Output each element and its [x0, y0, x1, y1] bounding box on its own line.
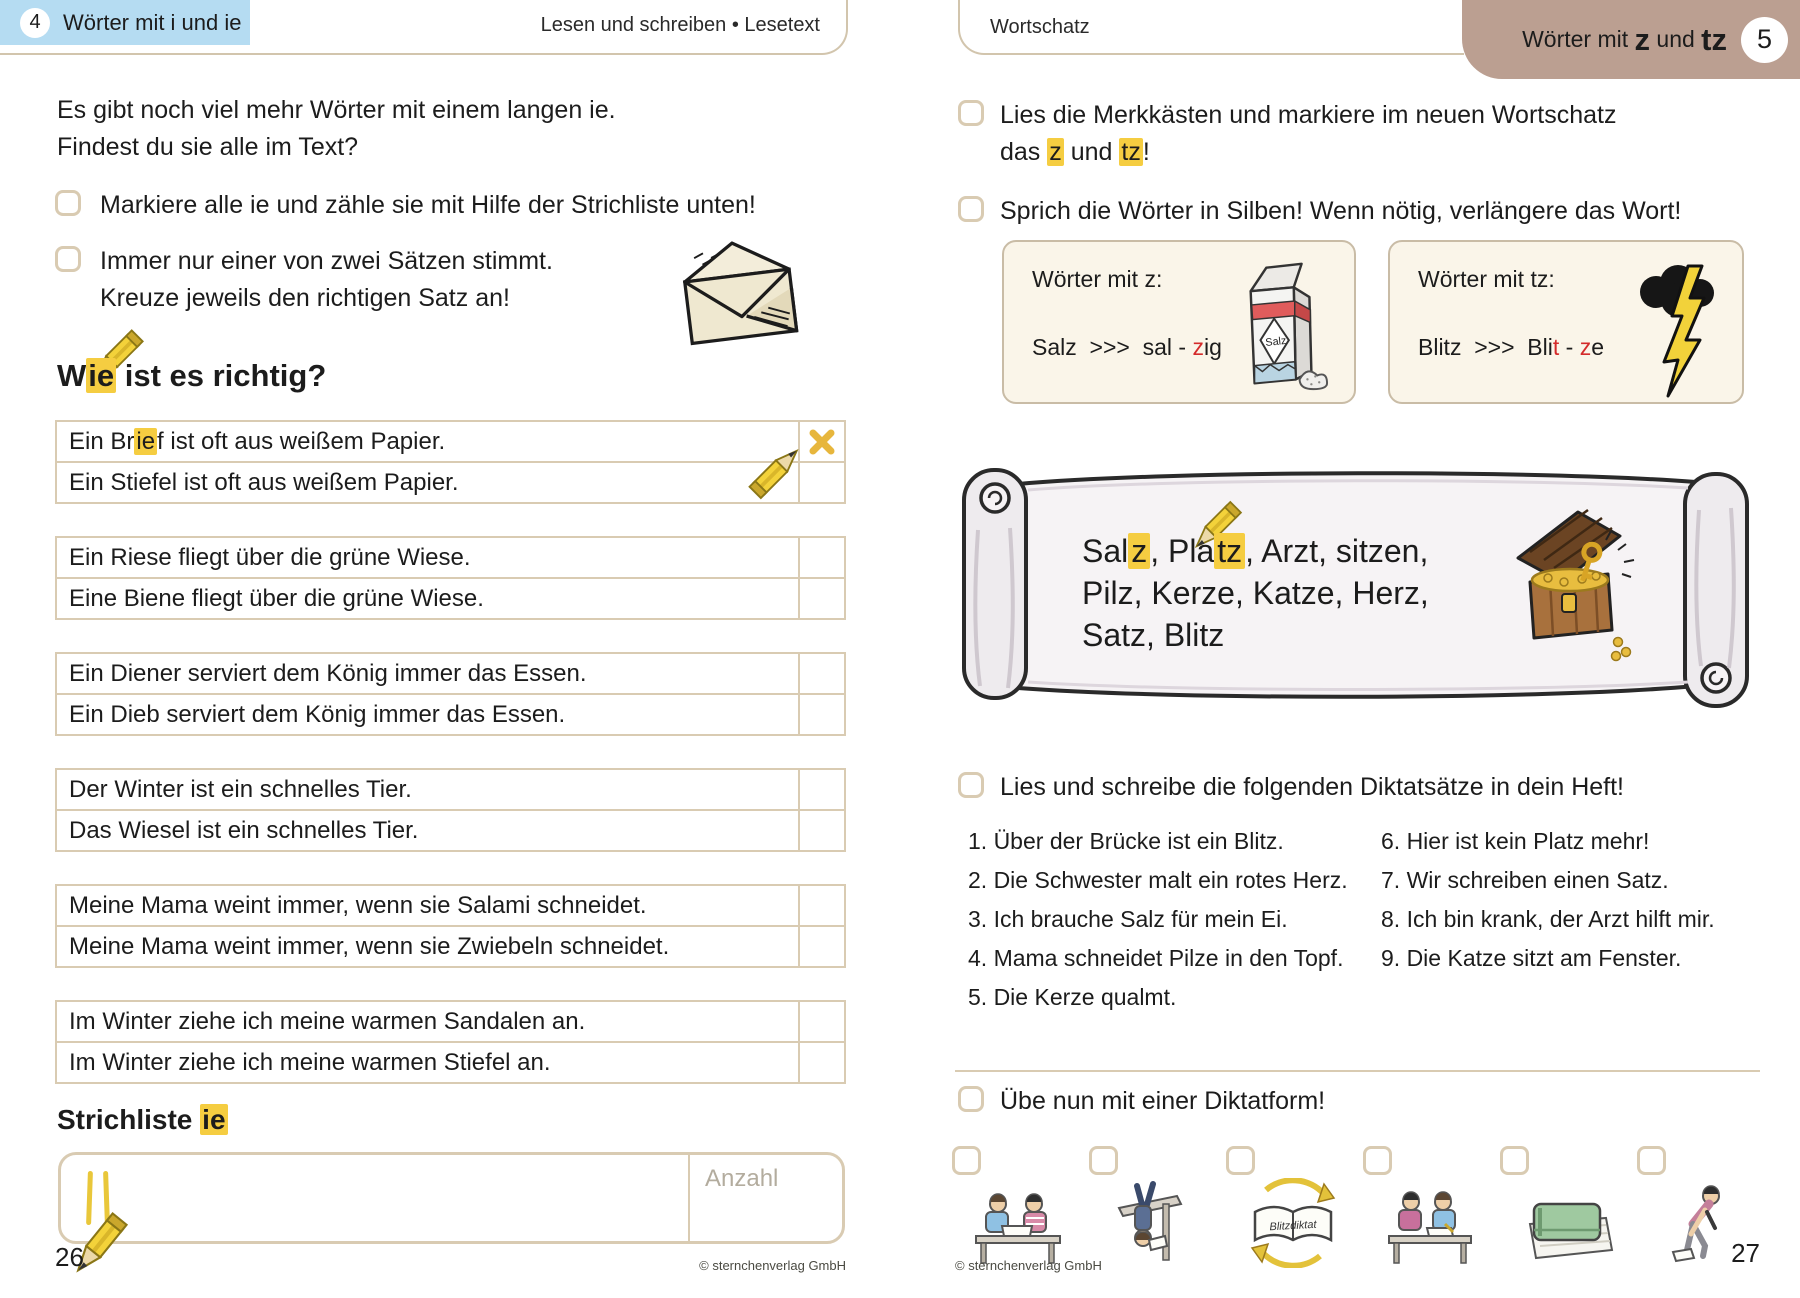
merkbox-tz-title: Wörter mit tz:	[1418, 266, 1555, 292]
tab-text-tz: tz	[1701, 21, 1727, 57]
partner-writing-icon	[1375, 1178, 1485, 1273]
sentence-pair-table	[55, 420, 846, 504]
dictation-sentence: 2. Die Schwester malt ein rotes Herz.	[968, 867, 1348, 893]
sentence-text: Eine Biene fliegt über die grüne Wiese.	[69, 584, 484, 612]
lesson-tab-left	[0, 0, 250, 45]
treasure-chest-icon	[1498, 496, 1638, 671]
copyright-left: © sternchenverlag GmbH	[699, 1258, 846, 1273]
sentence-row	[57, 1002, 844, 1041]
merkbox-z-title: Wörter mit z:	[1032, 266, 1163, 292]
sentence-text: Der Winter ist ein schnelles Tier.	[69, 775, 412, 803]
anzahl-label: Anzahl	[705, 1165, 779, 1192]
answer-checkbox[interactable]	[798, 1002, 844, 1041]
sentence-pair-table	[55, 1000, 846, 1084]
sentence-text: Ein Diener serviert dem König immer das Essen.	[69, 659, 587, 687]
word-list-line-1: Salz, Platz, Arzt, sitzen,	[1082, 533, 1429, 569]
diktatform-option	[1085, 1140, 1222, 1270]
lesson-number-badge: 5	[1741, 17, 1788, 63]
sentence-text: Ein Stiefel ist oft aus weißem Papier.	[69, 468, 459, 496]
sentence-pair-table	[55, 884, 846, 968]
sentence-row	[57, 577, 844, 618]
sentence-pair-table	[55, 652, 846, 736]
word-list-line-3: Satz, Blitz	[1082, 617, 1225, 653]
diktatform-checkbox[interactable]	[1500, 1146, 1529, 1175]
envelope-icon	[672, 229, 807, 356]
svg-text:Salz: Salz	[1264, 334, 1287, 349]
strichliste-heading: Strichliste ie	[57, 1104, 226, 1135]
svg-text:Blitzdiktat: Blitzdiktat	[1269, 1218, 1317, 1234]
answer-checkbox[interactable]	[798, 811, 844, 850]
dictation-sentence: 8. Ich bin krank, der Arzt hilft mir.	[1381, 906, 1715, 932]
task-line: Lies die Merkkästen und markiere im neuen Wortschatz	[1000, 101, 1617, 129]
under-table-reading-icon	[1101, 1178, 1211, 1273]
sentence-row	[57, 886, 844, 925]
answer-checkbox[interactable]	[798, 654, 844, 693]
intro-text	[57, 92, 616, 166]
answer-checkbox[interactable]	[798, 695, 844, 734]
task-checkbox-lies-merkkaesten[interactable]	[958, 100, 984, 126]
copyright-right: © sternchenverlag GmbH	[955, 1258, 1102, 1273]
sentence-row	[57, 422, 844, 461]
pencil-icon	[742, 444, 808, 515]
salt-box-icon	[1232, 254, 1332, 396]
cross-mark-icon	[806, 426, 838, 458]
notebook-icon	[1512, 1178, 1622, 1273]
task-text-diktatsaetze: Lies und schreibe die folgenden Diktatsätze in dein Heft!	[1000, 773, 1624, 801]
sentence-text: Meine Mama weint immer, wenn sie Salami schneidet.	[69, 891, 647, 919]
word-list-line-2: Pilz, Kerze, Katze, Herz,	[1082, 575, 1429, 611]
dictation-sentence: 1. Über der Brücke ist ein Blitz.	[968, 828, 1284, 854]
diktatform-checkbox[interactable]	[1226, 1146, 1255, 1175]
tab-text-pre: Wörter mit	[1522, 26, 1635, 52]
page-number-left: 26	[55, 1242, 84, 1272]
task-text-kreuze	[100, 243, 553, 317]
task-checkbox-diktatsaetze[interactable]	[958, 772, 984, 798]
task-checkbox-kreuze[interactable]	[55, 246, 81, 272]
sentence-pair-table	[55, 536, 846, 620]
diktatform-option	[948, 1140, 1085, 1270]
task-checkbox-uebe[interactable]	[958, 1086, 984, 1112]
answer-checkbox[interactable]	[798, 927, 844, 966]
dictation-sentence: 9. Die Katze sitzt am Fenster.	[1381, 945, 1682, 971]
diktatform-checkbox[interactable]	[1363, 1146, 1392, 1175]
diktatform-checkbox[interactable]	[1637, 1146, 1666, 1175]
sentence-row	[57, 693, 844, 734]
diktatform-option	[1359, 1140, 1496, 1270]
lesson-number-badge: 4	[20, 8, 50, 38]
diktatform-option	[1222, 1140, 1359, 1270]
tab-text-z: z	[1634, 21, 1651, 57]
merkbox-z	[1002, 240, 1356, 404]
sentence-text: Im Winter ziehe ich meine warmen Stiefel an.	[69, 1048, 551, 1076]
task-checkbox-markiere[interactable]	[55, 190, 81, 216]
dictation-sentence: 5. Die Kerze qualmt.	[968, 984, 1177, 1010]
page-number-right: 27	[1731, 1238, 1760, 1268]
sentence-row	[57, 770, 844, 809]
sentence-text: Das Wiesel ist ein schnelles Tier.	[69, 816, 419, 844]
task-kreuze-line-1: Immer nur einer von zwei Sätzen stimmt.	[100, 247, 553, 275]
intro-line-2: Findest du sie alle im Text?	[57, 133, 359, 161]
sentence-text: Ein Dieb serviert dem König immer das Essen.	[69, 700, 566, 728]
section-heading: Wie ist es richtig?	[57, 358, 327, 393]
answer-checkbox[interactable]	[798, 886, 844, 925]
diktatform-checkbox[interactable]	[1089, 1146, 1118, 1175]
dictation-sentence: 6. Hier ist kein Platz mehr!	[1381, 828, 1650, 854]
dictation-sentence: 3. Ich brauche Salz für mein Ei.	[968, 906, 1288, 932]
answer-checkbox[interactable]	[798, 538, 844, 577]
merkbox-z-example: Salz >>> sal - zig	[1032, 334, 1222, 360]
intro-line-1: Es gibt noch viel mehr Wörter mit einem langen ie.	[57, 96, 616, 124]
right-page-header: Wortschatz	[990, 16, 1090, 38]
tab-text-mid: und	[1650, 26, 1702, 52]
word-list	[1082, 530, 1429, 656]
diktatform-option	[1496, 1140, 1633, 1270]
lightning-icon	[1628, 250, 1728, 400]
dictation-sentence: 4. Mama schneidet Pilze in den Topf.	[968, 945, 1344, 971]
answer-checkbox[interactable]	[798, 770, 844, 809]
sentence-text: Meine Mama weint immer, wenn sie Zwiebeln schneidet.	[69, 932, 670, 960]
tally-box[interactable]	[58, 1152, 845, 1244]
task-text-sprich: Sprich die Wörter in Silben! Wenn nötig, verlängere das Wort!	[1000, 197, 1682, 225]
sentence-pair-table	[55, 768, 846, 852]
sentence-text: Ein Brief ist oft aus weißem Papier.	[69, 427, 446, 455]
sentence-row	[57, 538, 844, 577]
merkbox-tz	[1388, 240, 1744, 404]
sentence-row	[57, 1041, 844, 1082]
task-text-lies-merkkaesten	[1000, 97, 1616, 171]
sentence-row	[57, 654, 844, 693]
sentence-pairs	[55, 420, 846, 1116]
left-page-header: Lesen und schreiben • Lesetext	[540, 14, 820, 36]
task-text-markiere: Markiere alle ie und zähle sie mit Hilfe der Strichliste unten!	[100, 191, 756, 219]
sentence-text: Im Winter ziehe ich meine warmen Sandalen an.	[69, 1007, 586, 1035]
lesson-tab-right	[1462, 0, 1800, 79]
dictation-list-col1	[968, 822, 1348, 1017]
blitzdiktat-book-icon	[1238, 1178, 1348, 1273]
answer-checkbox[interactable]	[798, 1043, 844, 1082]
lesson-title: Wörter mit i und ie	[63, 9, 242, 35]
diktatform-checkbox[interactable]	[952, 1146, 981, 1175]
sentence-row	[57, 925, 844, 966]
sentence-row	[57, 809, 844, 850]
task-checkbox-sprich[interactable]	[958, 196, 984, 222]
task-line: das z und tz!	[1000, 138, 1150, 166]
tally-divider	[688, 1155, 690, 1241]
diktatform-row	[948, 1140, 1778, 1270]
answer-checkbox[interactable]	[798, 579, 844, 618]
divider-rule	[955, 1070, 1760, 1072]
task-text-uebe: Übe nun mit einer Diktatform!	[1000, 1087, 1326, 1115]
merkbox-tz-example: Blitz >>> Blit - ze	[1418, 334, 1605, 360]
sentence-row	[57, 461, 844, 502]
task-kreuze-line-2: Kreuze jeweils den richtigen Satz an!	[100, 284, 510, 312]
sentence-text: Ein Riese fliegt über die grüne Wiese.	[69, 543, 471, 571]
dictation-list-col2	[1381, 822, 1715, 978]
dictation-sentence: 7. Wir schreiben einen Satz.	[1381, 867, 1669, 893]
